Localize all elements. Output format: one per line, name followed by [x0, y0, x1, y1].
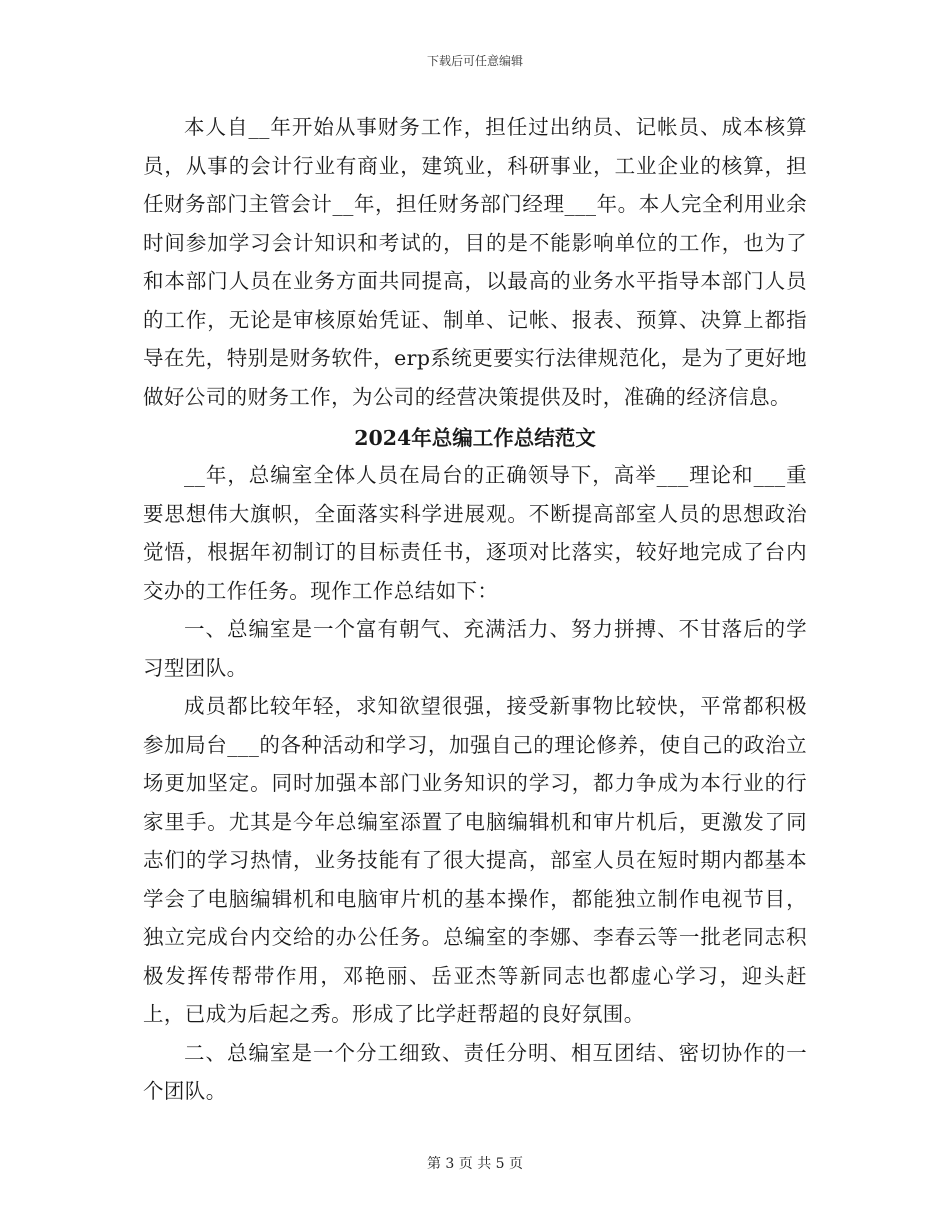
paragraph-3: 成员都比较年轻，求知欲望很强，接受新事物比较快，平常都积极参加局台___的各种活动和学习，加强自己的理论修养，使自己的政治立场更加坚定。同时加强本部门业务知识的学习，都力争成为本行业的行家里手。尤其是今年总编室添置了电脑编辑机和审片机后，更激发了同志们的学习热情，业务技能有了很大提高，部室人员在短时期内都基本学会了电脑编辑机和电脑审片机的基本操作，都能独立制作电视节目，独立完成台内交给的办公任务。总编室的李娜、李春云等一批老同志积极发挥传帮带作用，邓艳丽、岳亚杰等新同志也都虚心学习，迎头赶上，已成为后起之秀。形成了比学赶帮超的良好氛围。	[143, 694, 807, 1026]
document-body	[143, 108, 807, 1111]
header-note: 下载后可任意编辑	[426, 54, 523, 68]
section-title: 2024年总编工作总结范文	[354, 426, 596, 450]
page-indicator: 第 3 页 共 5 页	[426, 1156, 524, 1172]
paragraph-1: __年，总编室全体人员在局台的正确领导下，高举___理论和___重要思想伟大旗帜，全面落实科学进展观。不断提高部室人员的思想政治觉悟，根据年初制订的目标责任书，逐项对比落实，较好地完成了台内交办的工作任务。现作工作总结如下：	[143, 463, 807, 603]
paragraph-4: 二、总编室是一个分工细致、责任分明、相互团结、密切协作的一个团队。	[143, 1040, 807, 1103]
paragraph-2: 一、总编室是一个富有朝气、充满活力、努力拼搏、不甘落后的学习型团队。	[143, 617, 807, 680]
intro-paragraph: 本人自__年开始从事财务工作，担任过出纳员、记帐员、成本核算员，从事的会计行业有商业，建筑业，科研事业，工业企业的核算，担任财务部门主管会计__年，担任财务部门经理___年。本人完全利用业余时间参加学习会计知识和考试的，目的是不能影响单位的工作，也为了和本部门人员在业务方面共同提高，以最高的业务水平指导本部门人员的工作，无论是审核原始凭证、制单、记帐、报表、预算、决算上都指导在先，特别是财务软件，erp系统更要实行法律规范化，是为了更好地做好公司的财务工作，为公司的经营决策提供及时，准确的经济信息。	[143, 115, 807, 409]
